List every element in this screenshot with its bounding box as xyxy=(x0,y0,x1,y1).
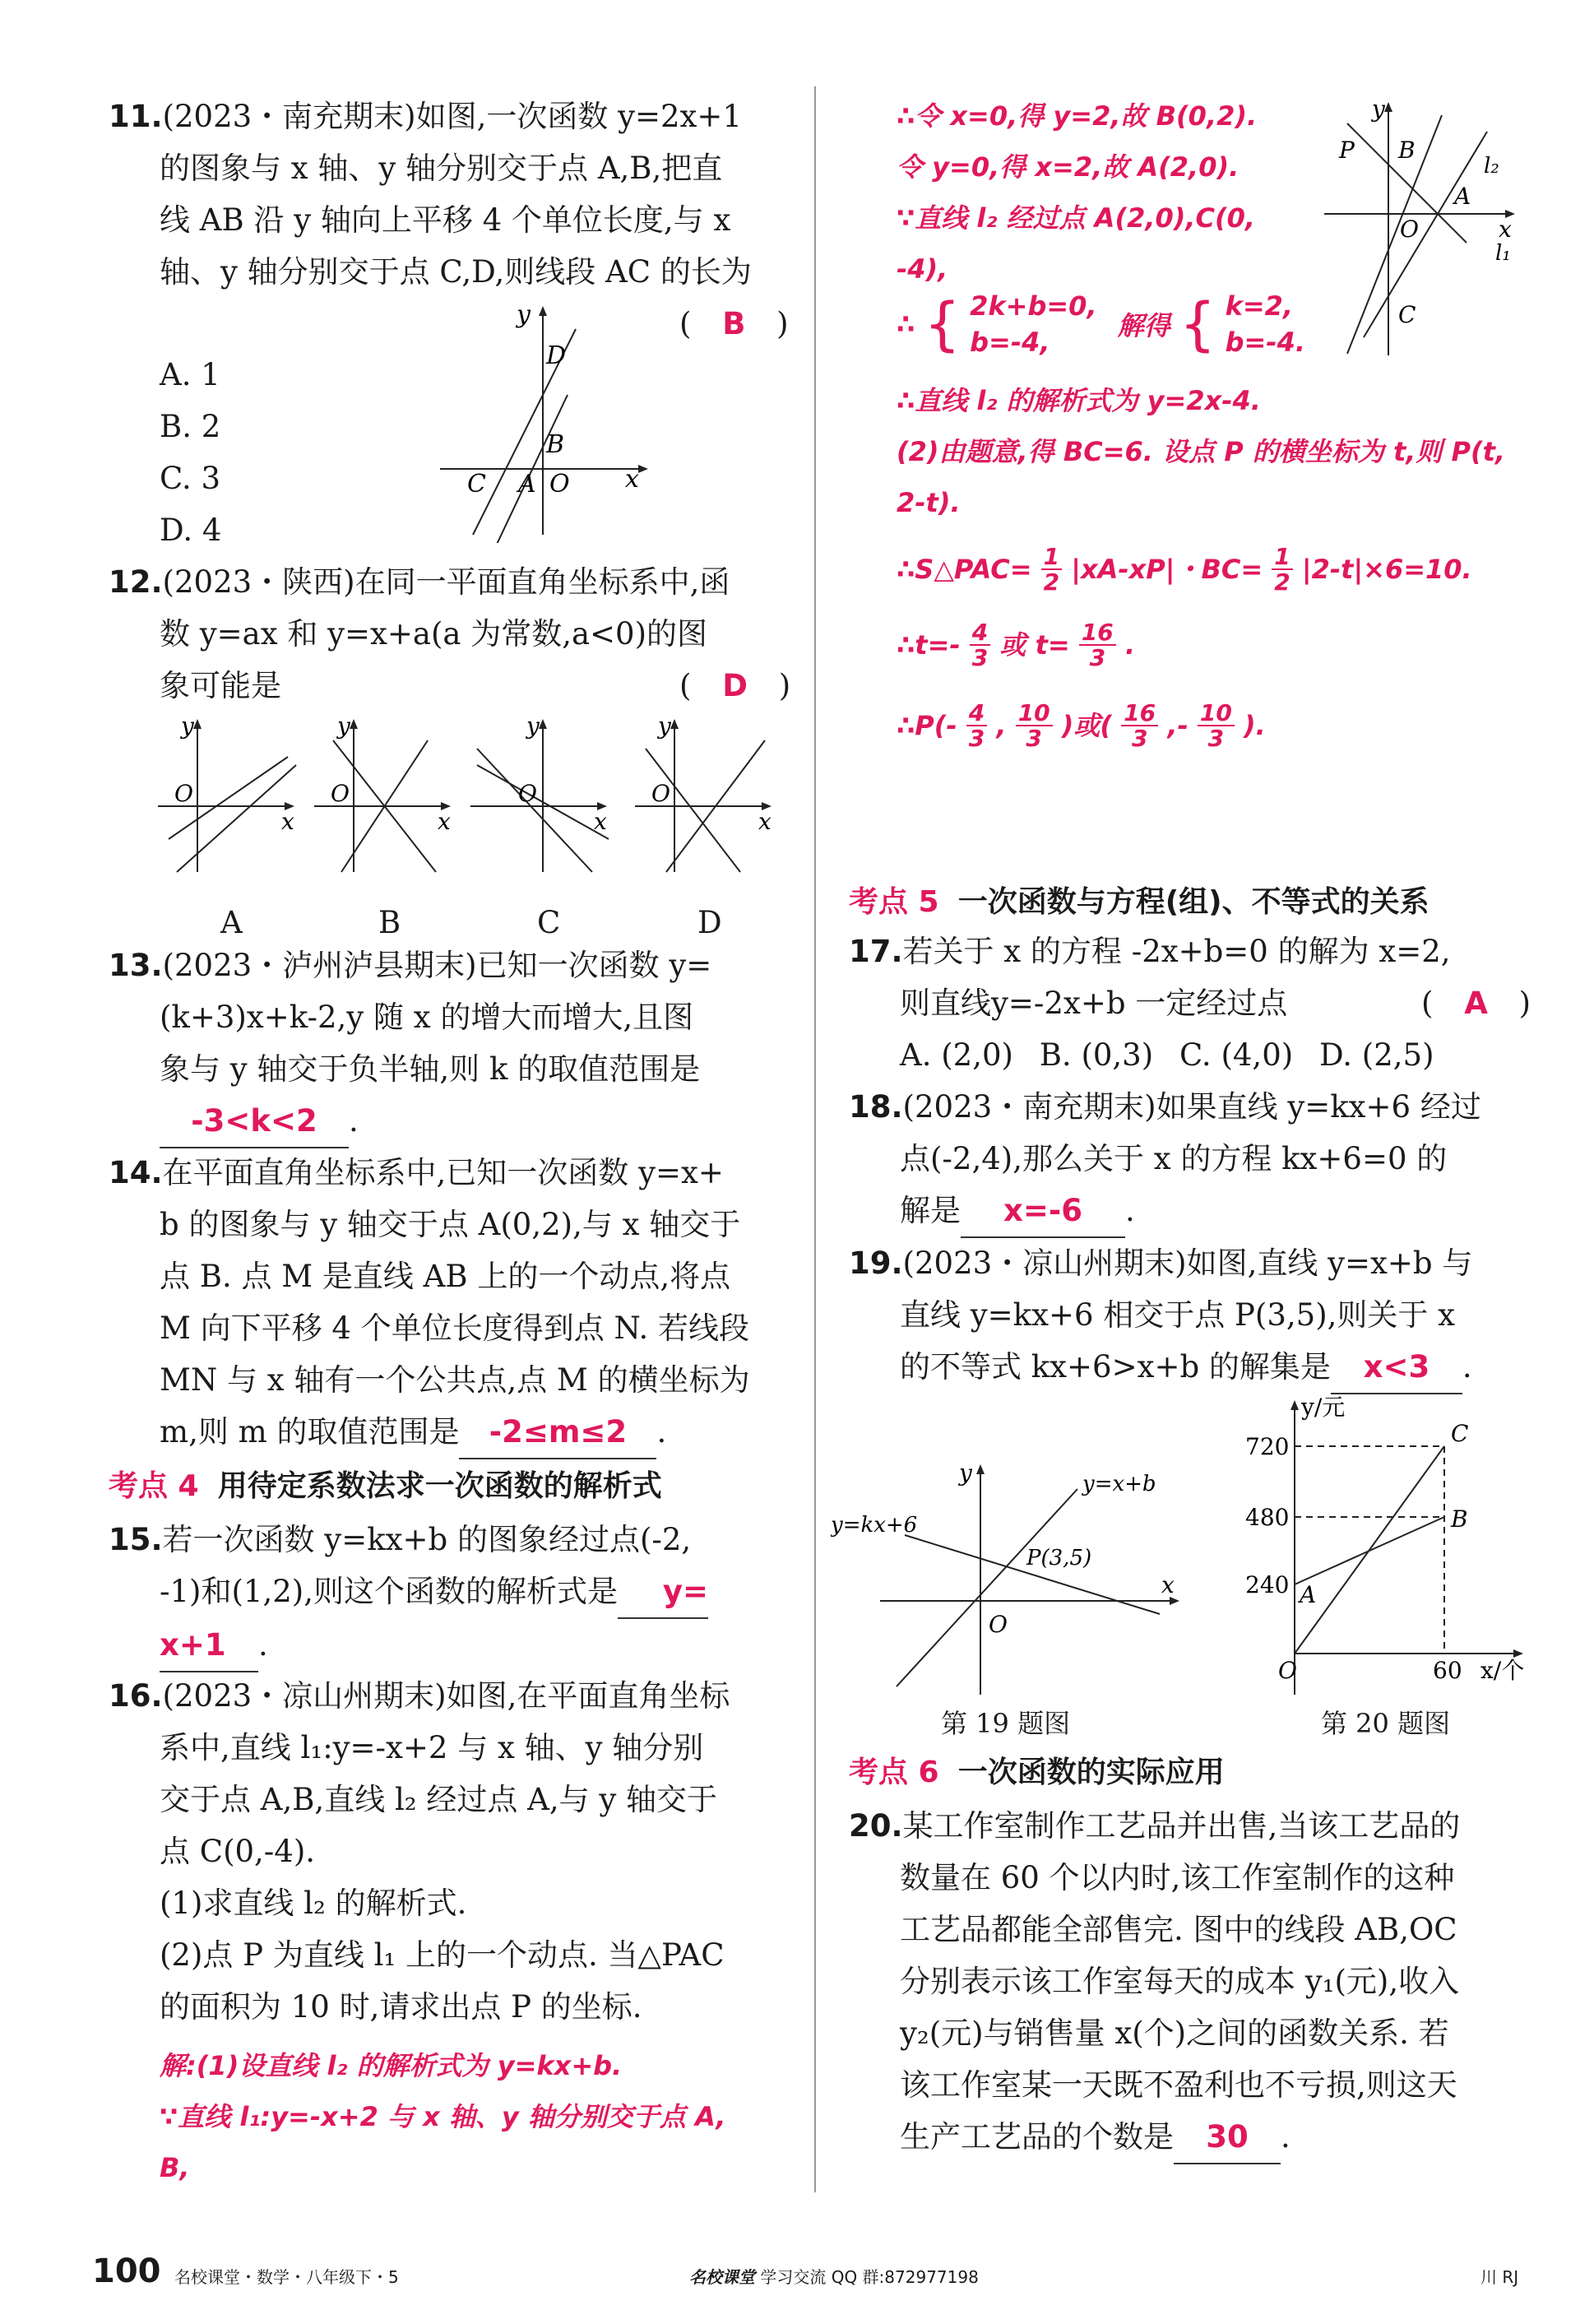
q11-answer: B xyxy=(722,306,746,341)
fig16-c: C xyxy=(1398,301,1416,328)
frac-num: 10 xyxy=(1198,701,1235,726)
q11-answer-paren xyxy=(679,298,789,350)
q13-answer: -3<k<2 xyxy=(160,1095,349,1148)
q11-option-d: D. 4 xyxy=(160,513,222,548)
therefore: ∴ xyxy=(897,308,915,340)
q11-option-c: C. 3 xyxy=(160,461,221,496)
section-5-title: 一次函数与方程(组)、不等式的关系 xyxy=(957,885,1430,919)
frac-num: 16 xyxy=(1079,620,1116,646)
q16-line: (1)求直线 l₂ 的解析式. xyxy=(160,1886,467,1921)
q16-t-values xyxy=(897,612,1135,675)
q12-graph-c xyxy=(469,716,617,880)
q20-line: 生产工艺品的个数是 xyxy=(900,2119,1174,2155)
q14-line: 点 B. 点 M 是直线 AB 上的一个动点,将点 xyxy=(160,1259,731,1294)
q18-answer: x=-6 xyxy=(961,1185,1125,1238)
frac-den: 2 xyxy=(1274,568,1290,596)
q12-number: 12. xyxy=(109,564,163,600)
q13-line: (2023・泸州泸县期末)已知一次函数 y= xyxy=(162,948,712,983)
q11-figure xyxy=(428,304,658,543)
t-or: 或 t= xyxy=(999,629,1070,661)
q15-line: -1)和(1,2),则这个函数的解析式是 xyxy=(160,1574,618,1609)
axis-o: O xyxy=(331,780,350,807)
q12-line: (2023・陕西)在同一平面直角坐标系中,函 xyxy=(162,564,730,600)
p-end: ). xyxy=(1244,710,1266,741)
footer-center xyxy=(689,2264,979,2288)
q20-line: 工艺品都能全部售完. 图中的线段 AB,OC xyxy=(900,1912,1457,1947)
fig20-y720: 720 xyxy=(1245,1433,1290,1460)
page-number: 100 xyxy=(92,2252,161,2290)
paren-close: ) xyxy=(1518,986,1531,1021)
q12-graph-b xyxy=(313,716,461,880)
section-5-header xyxy=(849,882,1430,928)
q20-line: y₂(元)与销售量 x(个)之间的函数关系. 若 xyxy=(900,2016,1449,2051)
fig20-y480: 480 xyxy=(1245,1504,1290,1531)
q20-line: 该工作室某一天既不盈利也不亏损,则这天 xyxy=(900,2067,1457,2103)
q15-answer-part2: x+1 xyxy=(160,1619,258,1672)
solution-line: 令 y=0,得 x=2,故 A(2,0). xyxy=(897,151,1240,183)
q12-graph-a xyxy=(156,716,304,880)
q18-line: 解是 xyxy=(900,1193,961,1228)
p-comma-neg: ,- xyxy=(1167,710,1189,741)
q11-line: 的图象与 x 轴、y 轴分别交于点 A,B,把直 xyxy=(160,151,723,186)
brace-icon: { xyxy=(1179,290,1216,358)
q16-line: 交于点 A,B,直线 l₂ 经过点 A,与 y 轴交于 xyxy=(160,1782,718,1817)
q16-solution-right xyxy=(897,90,1257,295)
fig19-caption: 第 19 题图 xyxy=(941,1708,1071,1739)
q11-line: 轴、y 轴分别交于点 C,D,则线段 AC 的长为 xyxy=(160,254,752,290)
q17-option-c: C. (4,0) xyxy=(1179,1037,1294,1073)
frac-den: 3 xyxy=(1131,725,1148,752)
q17-options xyxy=(900,1029,1434,1081)
q11-fig-y: y xyxy=(517,304,531,329)
fig16-l1: l₁ xyxy=(1495,241,1511,266)
p-prefix: ∴P(- xyxy=(897,710,957,741)
q17-option-d: D. (2,5) xyxy=(1318,1037,1434,1073)
q14-line: MN 与 x 轴有一个公共点,点 M 的横坐标为 xyxy=(160,1362,750,1398)
paren-open: ( xyxy=(1421,986,1434,1021)
fig16-p: P xyxy=(1339,137,1355,164)
solution-b: b=-4. xyxy=(1225,327,1305,358)
q16-p-values xyxy=(897,693,1266,755)
q17-option-b: B. (0,3) xyxy=(1039,1037,1154,1073)
q14-line: m,则 m 的取值范围是 xyxy=(160,1414,460,1450)
q18-line: (2023・南充期末)如果直线 y=kx+6 经过 xyxy=(902,1089,1481,1125)
frac-num: 4 xyxy=(966,701,987,726)
q19-line: (2023・凉山州期末)如图,直线 y=x+b 与 xyxy=(902,1245,1473,1281)
q15-answer-part1: y= xyxy=(618,1566,708,1619)
axis-y: y xyxy=(526,716,540,740)
q16-line: 点 C(0,-4). xyxy=(160,1834,316,1869)
q12-graph-label-b: B xyxy=(378,905,401,940)
q13-line: 象与 y 轴交于负半轴,则 k 的取值范围是 xyxy=(160,1051,701,1087)
q18 xyxy=(849,1081,1481,1238)
fig16-a: A xyxy=(1454,183,1471,210)
frac-num: 10 xyxy=(1016,701,1053,726)
footer-edition: 川 RJ xyxy=(1480,2267,1519,2287)
frac-num: 1 xyxy=(1041,545,1062,570)
axis-x: x xyxy=(438,808,451,835)
q16-line: 系中,直线 l₁:y=-x+2 与 x 轴、y 轴分别 xyxy=(160,1730,704,1765)
solution-line: B, xyxy=(160,2152,190,2183)
system-eq1: 2k+b=0, xyxy=(970,290,1097,322)
q17-answer: A xyxy=(1464,986,1488,1021)
q18-number: 18. xyxy=(849,1089,903,1125)
fig20-ylabel: y/元 xyxy=(1301,1394,1346,1421)
q14-line: M 向下平移 4 个单位长度得到点 N. 若线段 xyxy=(160,1310,750,1346)
footer-logo: 名校课堂 xyxy=(689,2267,755,2287)
axis-y: y xyxy=(337,716,350,740)
q20-number: 20. xyxy=(849,1808,903,1844)
solution-line: ∴令 x=0,得 y=2,故 B(0,2). xyxy=(897,100,1258,132)
q15 xyxy=(109,1514,708,1672)
q17-line: 若关于 x 的方程 -2x+b=0 的解为 x=2, xyxy=(902,934,1451,969)
q17-answer-paren xyxy=(1421,977,1531,1029)
fig19-x: x xyxy=(1161,1571,1175,1598)
q15-number: 15. xyxy=(109,1522,163,1557)
fig19-line-kx6: y=kx+6 xyxy=(831,1513,918,1538)
q16-solution-right-2 xyxy=(897,375,1505,528)
q11-fig-c: C xyxy=(467,470,486,499)
q11-fig-d: D xyxy=(546,341,567,370)
q16 xyxy=(109,1670,730,2033)
paren-open: ( xyxy=(679,306,692,341)
q16-line: (2023・凉山州期末)如图,在平面直角坐标 xyxy=(162,1678,730,1714)
q17-line: 则直线y=-2x+b 一定经过点 xyxy=(900,986,1288,1021)
q11-option-a: A. 1 xyxy=(160,357,220,392)
axis-y: y xyxy=(181,716,194,740)
q12-answer: D xyxy=(722,668,748,703)
fig16-x: x xyxy=(1499,216,1512,243)
q11-option-b: B. 2 xyxy=(160,409,221,444)
frac-den: 3 xyxy=(1089,644,1106,671)
solution-k: k=2, xyxy=(1225,290,1294,322)
period: . xyxy=(1462,1349,1472,1385)
frac-den: 3 xyxy=(1207,725,1225,752)
frac-den: 2 xyxy=(1043,568,1060,596)
frac-den: 3 xyxy=(968,725,985,752)
fig20-xlabel: x/个 xyxy=(1480,1657,1525,1684)
q19-answer: x<3 xyxy=(1331,1341,1462,1394)
frac-den: 3 xyxy=(971,644,989,671)
period: . xyxy=(349,1103,359,1139)
column-divider xyxy=(814,86,816,2192)
section-6-title: 一次函数的实际应用 xyxy=(957,1756,1225,1789)
fig16-y: y xyxy=(1372,99,1385,123)
q20-figure xyxy=(1242,1390,1546,1703)
q12-line: 数 y=ax 和 y=x+a(a 为常数,a<0)的图 xyxy=(160,616,707,652)
q16-line: 的面积为 10 时,请求出点 P 的坐标. xyxy=(160,1989,642,2025)
q14-number: 14. xyxy=(109,1155,163,1190)
p-or: )或( xyxy=(1061,710,1113,741)
period: . xyxy=(258,1627,268,1663)
q15-line: 若一次函数 y=kx+b 的图象经过点(-2, xyxy=(162,1522,692,1557)
q12-graph-label-a: A xyxy=(220,905,243,940)
section-5-tag: 考点 5 xyxy=(849,885,939,919)
q19-number: 19. xyxy=(849,1245,903,1281)
q16-area-equation xyxy=(897,536,1472,599)
q14-line: 在平面直角坐标系中,已知一次函数 y=x+ xyxy=(162,1155,724,1190)
fig16-b: B xyxy=(1398,137,1416,164)
frac-den: 3 xyxy=(1026,725,1042,752)
q17-number: 17. xyxy=(849,934,903,969)
frac-num: 16 xyxy=(1121,701,1158,726)
fig20-o: O xyxy=(1278,1657,1297,1684)
fig19-point-p: P(3,5) xyxy=(1026,1546,1092,1570)
solution-line: -4), xyxy=(897,253,948,285)
paren-close: ) xyxy=(776,306,789,341)
q16-line: (2)点 P 为直线 l₁ 上的一个动点. 当△PAC xyxy=(160,1937,725,1973)
q11-number: 11. xyxy=(109,99,163,134)
axis-o: O xyxy=(651,780,670,807)
area-lhs: ∴S△PAC= xyxy=(897,554,1032,585)
q20-line: 数量在 60 个以内时,该工作室制作的这种 xyxy=(900,1860,1455,1895)
fig20-b: B xyxy=(1451,1505,1468,1533)
q17-option-a: A. (2,0) xyxy=(900,1037,1013,1073)
fig20-a: A xyxy=(1300,1581,1317,1608)
q12-graph-label-c: C xyxy=(537,905,561,940)
q19-line: 直线 y=kx+6 相交于点 P(3,5),则关于 x xyxy=(900,1297,1456,1333)
frac-num: 1 xyxy=(1272,545,1292,570)
q20-line: 某工作室制作工艺品并出售,当该工艺品的 xyxy=(902,1808,1461,1844)
q16-figure xyxy=(1323,99,1545,362)
axis-o: O xyxy=(174,780,193,807)
q12-line: 象可能是 xyxy=(160,668,281,703)
solution-line: (2)由题意,得 BC=6. 设点 P 的横坐标为 t,则 P(t, xyxy=(897,436,1506,467)
q20 xyxy=(849,1800,1460,2164)
section-4-tag: 考点 4 xyxy=(109,1469,199,1503)
solution-line: ∵直线 l₁:y=-x+2 与 x 轴、y 轴分别交于点 A, xyxy=(160,2101,726,2132)
fig16-o: O xyxy=(1400,216,1419,243)
area-mid: |xA-xP|・BC= xyxy=(1071,554,1263,585)
solution-line: ∴直线 l₂ 的解析式为 y=2x-4. xyxy=(897,385,1261,416)
fig19-y: y xyxy=(959,1459,972,1487)
q11-fig-x: x xyxy=(625,465,639,494)
q20-answer: 30 xyxy=(1174,2111,1281,2164)
q11-line: (2023・南充期末)如图,一次函数 y=2x+1 xyxy=(162,99,742,134)
solve-word: 解得 xyxy=(1117,310,1170,341)
q14-answer: -2≤m≤2 xyxy=(459,1406,656,1459)
q13-number: 13. xyxy=(109,948,163,983)
fig20-c: C xyxy=(1451,1420,1469,1447)
area-rhs: |2-t|×6=10. xyxy=(1301,554,1472,585)
section-4-header xyxy=(109,1466,662,1512)
section-6-header xyxy=(849,1752,1225,1798)
axis-x: x xyxy=(594,808,607,835)
t-prefix: ∴t=- xyxy=(897,629,961,661)
fig16-l2: l₂ xyxy=(1484,154,1499,179)
q19-figure xyxy=(831,1456,1201,1703)
q17 xyxy=(849,925,1451,1029)
brace-icon: { xyxy=(924,290,961,358)
q11-options xyxy=(160,349,221,556)
q16-solution-left xyxy=(160,2040,726,2193)
footer-qq: 学习交流 QQ 群:872977198 xyxy=(760,2267,979,2287)
q11-fig-a: A xyxy=(518,470,536,499)
q12-graph-label-d: D xyxy=(697,905,722,940)
fig20-y240: 240 xyxy=(1245,1571,1290,1598)
system-eq2: b=-4, xyxy=(970,327,1050,358)
q14-line: b 的图象与 y 轴交于点 A(0,2),与 x 轴交于 xyxy=(160,1207,741,1242)
axis-x: x xyxy=(758,808,772,835)
solution-line: 解:(1)设直线 l₂ 的解析式为 y=kx+b. xyxy=(160,2050,623,2081)
q11 xyxy=(109,90,752,298)
axis-x: x xyxy=(281,808,294,835)
fig19-o: O xyxy=(989,1611,1008,1638)
axis-o: O xyxy=(518,780,537,807)
footer-book-title: 名校课堂・数学・八年级下・5 xyxy=(174,2267,399,2287)
period: . xyxy=(1125,1193,1135,1228)
paren-open: ( xyxy=(679,668,692,703)
q19 xyxy=(849,1237,1472,1394)
q20-line: 分别表示该工作室每天的成本 y₁(元),收入 xyxy=(900,1964,1460,1999)
section-6-tag: 考点 6 xyxy=(849,1756,939,1789)
period: . xyxy=(656,1414,667,1450)
period: . xyxy=(1281,2119,1290,2155)
q11-fig-o: O xyxy=(549,470,570,499)
t-end: . xyxy=(1124,629,1136,661)
q16-equation-system xyxy=(897,288,1305,367)
fig20-caption: 第 20 题图 xyxy=(1321,1708,1451,1739)
frac-num: 4 xyxy=(970,620,990,646)
q12-graph-d xyxy=(633,716,781,880)
q12 xyxy=(109,556,730,712)
solution-line: 2-t). xyxy=(897,487,961,518)
q16-number: 16. xyxy=(109,1678,163,1714)
solution-line: ∵直线 l₂ 经过点 A(2,0),C(0, xyxy=(897,202,1256,234)
q12-answer-paren xyxy=(679,660,790,712)
q18-line: 点(-2,4),那么关于 x 的方程 kx+6=0 的 xyxy=(900,1141,1448,1176)
q13 xyxy=(109,939,711,1148)
q13-line: (k+3)x+k-2,y 随 x 的增大而增大,且图 xyxy=(160,1000,694,1035)
fig20-x60: 60 xyxy=(1433,1657,1462,1684)
paren-close: ) xyxy=(778,668,791,703)
p-comma: , xyxy=(996,710,1007,741)
q14 xyxy=(109,1147,750,1459)
q11-line: 线 AB 沿 y 轴向上平移 4 个单位长度,与 x xyxy=(160,202,731,238)
fig19-line-xb: y=x+b xyxy=(1082,1472,1156,1496)
q19-line: 的不等式 kx+6>x+b 的解集是 xyxy=(900,1349,1331,1385)
q11-fig-b: B xyxy=(546,430,565,459)
section-4-title: 用待定系数法求一次函数的解析式 xyxy=(217,1469,662,1503)
axis-y: y xyxy=(658,716,671,740)
